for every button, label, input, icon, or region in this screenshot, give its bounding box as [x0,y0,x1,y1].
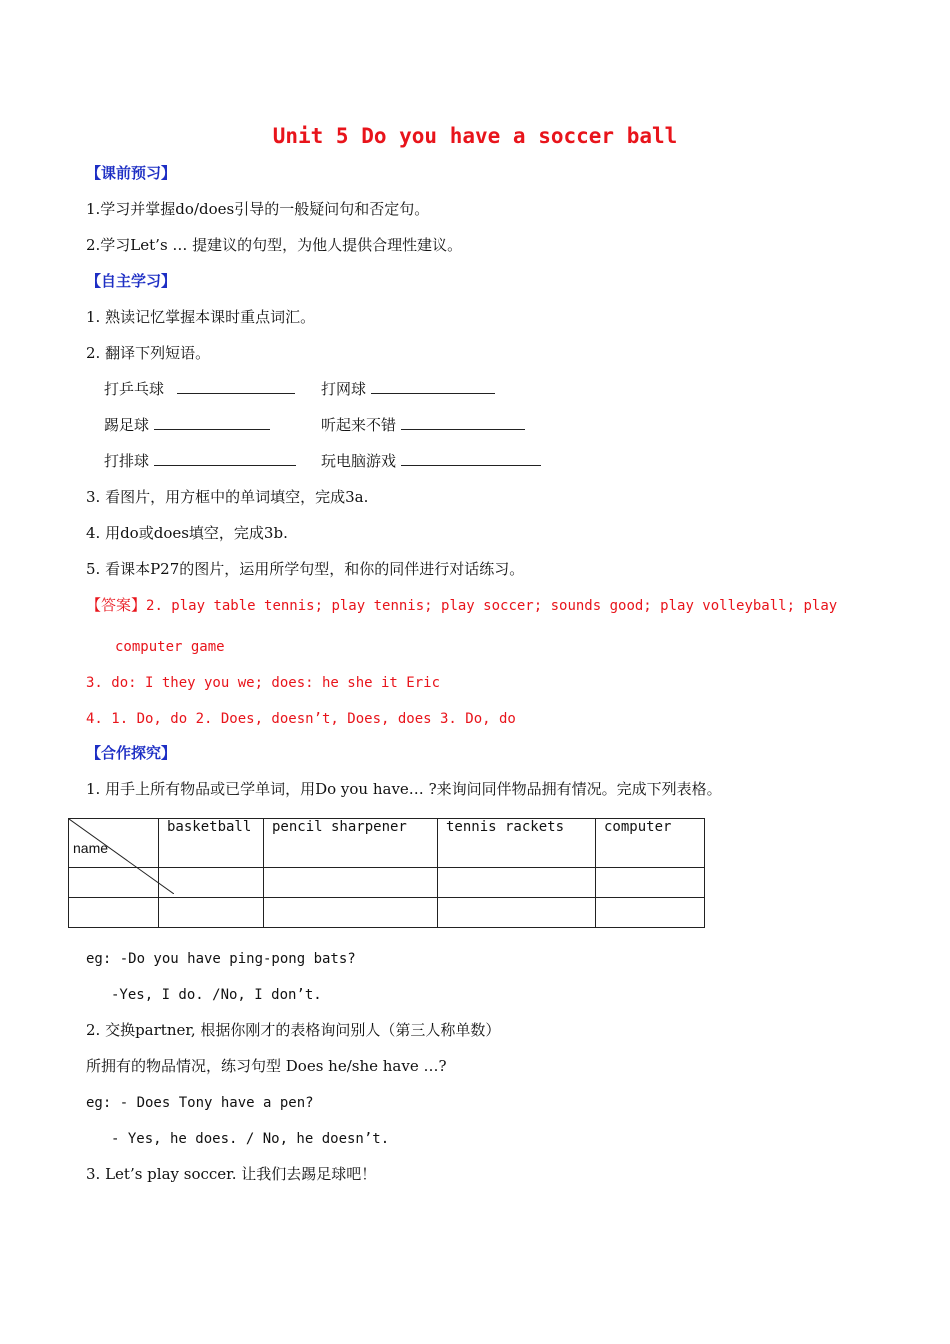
answer-label: 【答案】 [86,596,147,614]
table-corner-cell [69,819,159,868]
table-cell[interactable] [438,898,596,928]
survey-table [68,818,705,928]
phrase-row-2-left [104,415,270,435]
table-header: computer [596,819,705,868]
table-cell[interactable] [264,898,438,928]
table-corner-label: name [73,840,109,856]
phrase-label: 打排球 [104,452,150,470]
table-header: pencil sharpener [264,819,438,868]
page-title: Unit 5 Do you have a soccer ball [272,124,678,148]
phrase-row-3-left [104,451,296,471]
table-header: basketball [159,819,264,868]
answer-line-3: 4. 1. Do, do 2. Does, doesn’t, Does, does 3. Do, do [86,711,516,727]
answer-blank[interactable] [401,415,525,430]
section-heading-self-study: 【自主学习】 [86,272,177,290]
example-question-1: eg: -Do you have ping-pong bats? [86,951,356,967]
coop-item-1: 1. 用手上所有物品或已学单词，用Do you have… ?来询问同伴物品拥有情况。完成下列表格。 [86,780,722,798]
self-item-4: 4. 用do或does填空，完成3b. [86,524,288,542]
coop-item-3: 3. Let’s play soccer. 让我们去踢足球吧！ [86,1165,377,1183]
coop-item-2: 2. 交换partner, 根据你刚才的表格询问别人（第三人称单数） [86,1021,501,1039]
table-cell[interactable] [438,868,596,898]
self-item-1: 1. 熟读记忆掌握本课时重点词汇。 [86,308,316,326]
phrase-label: 打网球 [321,380,367,398]
self-item-5: 5. 看课本P27的图片，运用所学句型，和你的同伴进行对话练习。 [86,560,525,578]
answer-line-2: 3. do: I they you we; does: he she it Eric [86,675,441,691]
answer-blank[interactable] [154,415,270,430]
table-cell[interactable] [596,868,705,898]
table-cell[interactable] [596,898,705,928]
answer-text: 2. play table tennis; play tennis; play soccer; sounds good; play volleyball; play [146,598,838,614]
answer-blank[interactable] [371,379,495,394]
example-question-2: eg: - Does Tony have a pen? [86,1095,314,1111]
answer-line-1 [86,595,837,616]
answer-blank[interactable] [401,451,541,466]
diagonal-line [69,819,174,894]
section-heading-coop: 【合作探究】 [86,744,177,762]
answer-line-1-cont: computer game [115,639,225,655]
phrase-label: 打乒乓球 [104,380,165,398]
table-cell[interactable] [264,868,438,898]
coop-item-2-cont: 所拥有的物品情况，练习句型 Does he/she have …? [86,1057,447,1075]
self-item-2: 2. 翻译下列短语。 [86,344,211,362]
preview-item-1: 1.学习并掌握do/does引导的一般疑问句和否定句。 [86,200,430,218]
example-answer-1: -Yes, I do. /No, I don’t. [111,987,322,1003]
table-cell[interactable] [159,898,264,928]
phrase-row-1-left [104,379,295,399]
section-heading-preview: 【课前预习】 [86,164,177,182]
answer-blank[interactable] [177,379,295,394]
example-answer-2: - Yes, he does. / No, he doesn’t. [111,1131,390,1147]
phrase-label: 踢足球 [104,416,150,434]
table-cell[interactable] [69,898,159,928]
phrase-row-1-right [321,379,495,399]
self-item-3: 3. 看图片，用方框中的单词填空，完成3a. [86,488,369,506]
phrase-row-2-right [321,415,525,435]
table-header: tennis rackets [438,819,596,868]
table-cell[interactable] [159,868,264,898]
phrase-label: 听起来不错 [321,416,397,434]
answer-blank[interactable] [154,451,296,466]
preview-item-2: 2.学习Let’s … 提建议的句型，为他人提供合理性建议。 [86,236,463,254]
phrase-label: 玩电脑游戏 [321,452,397,470]
phrase-row-3-right [321,451,541,471]
